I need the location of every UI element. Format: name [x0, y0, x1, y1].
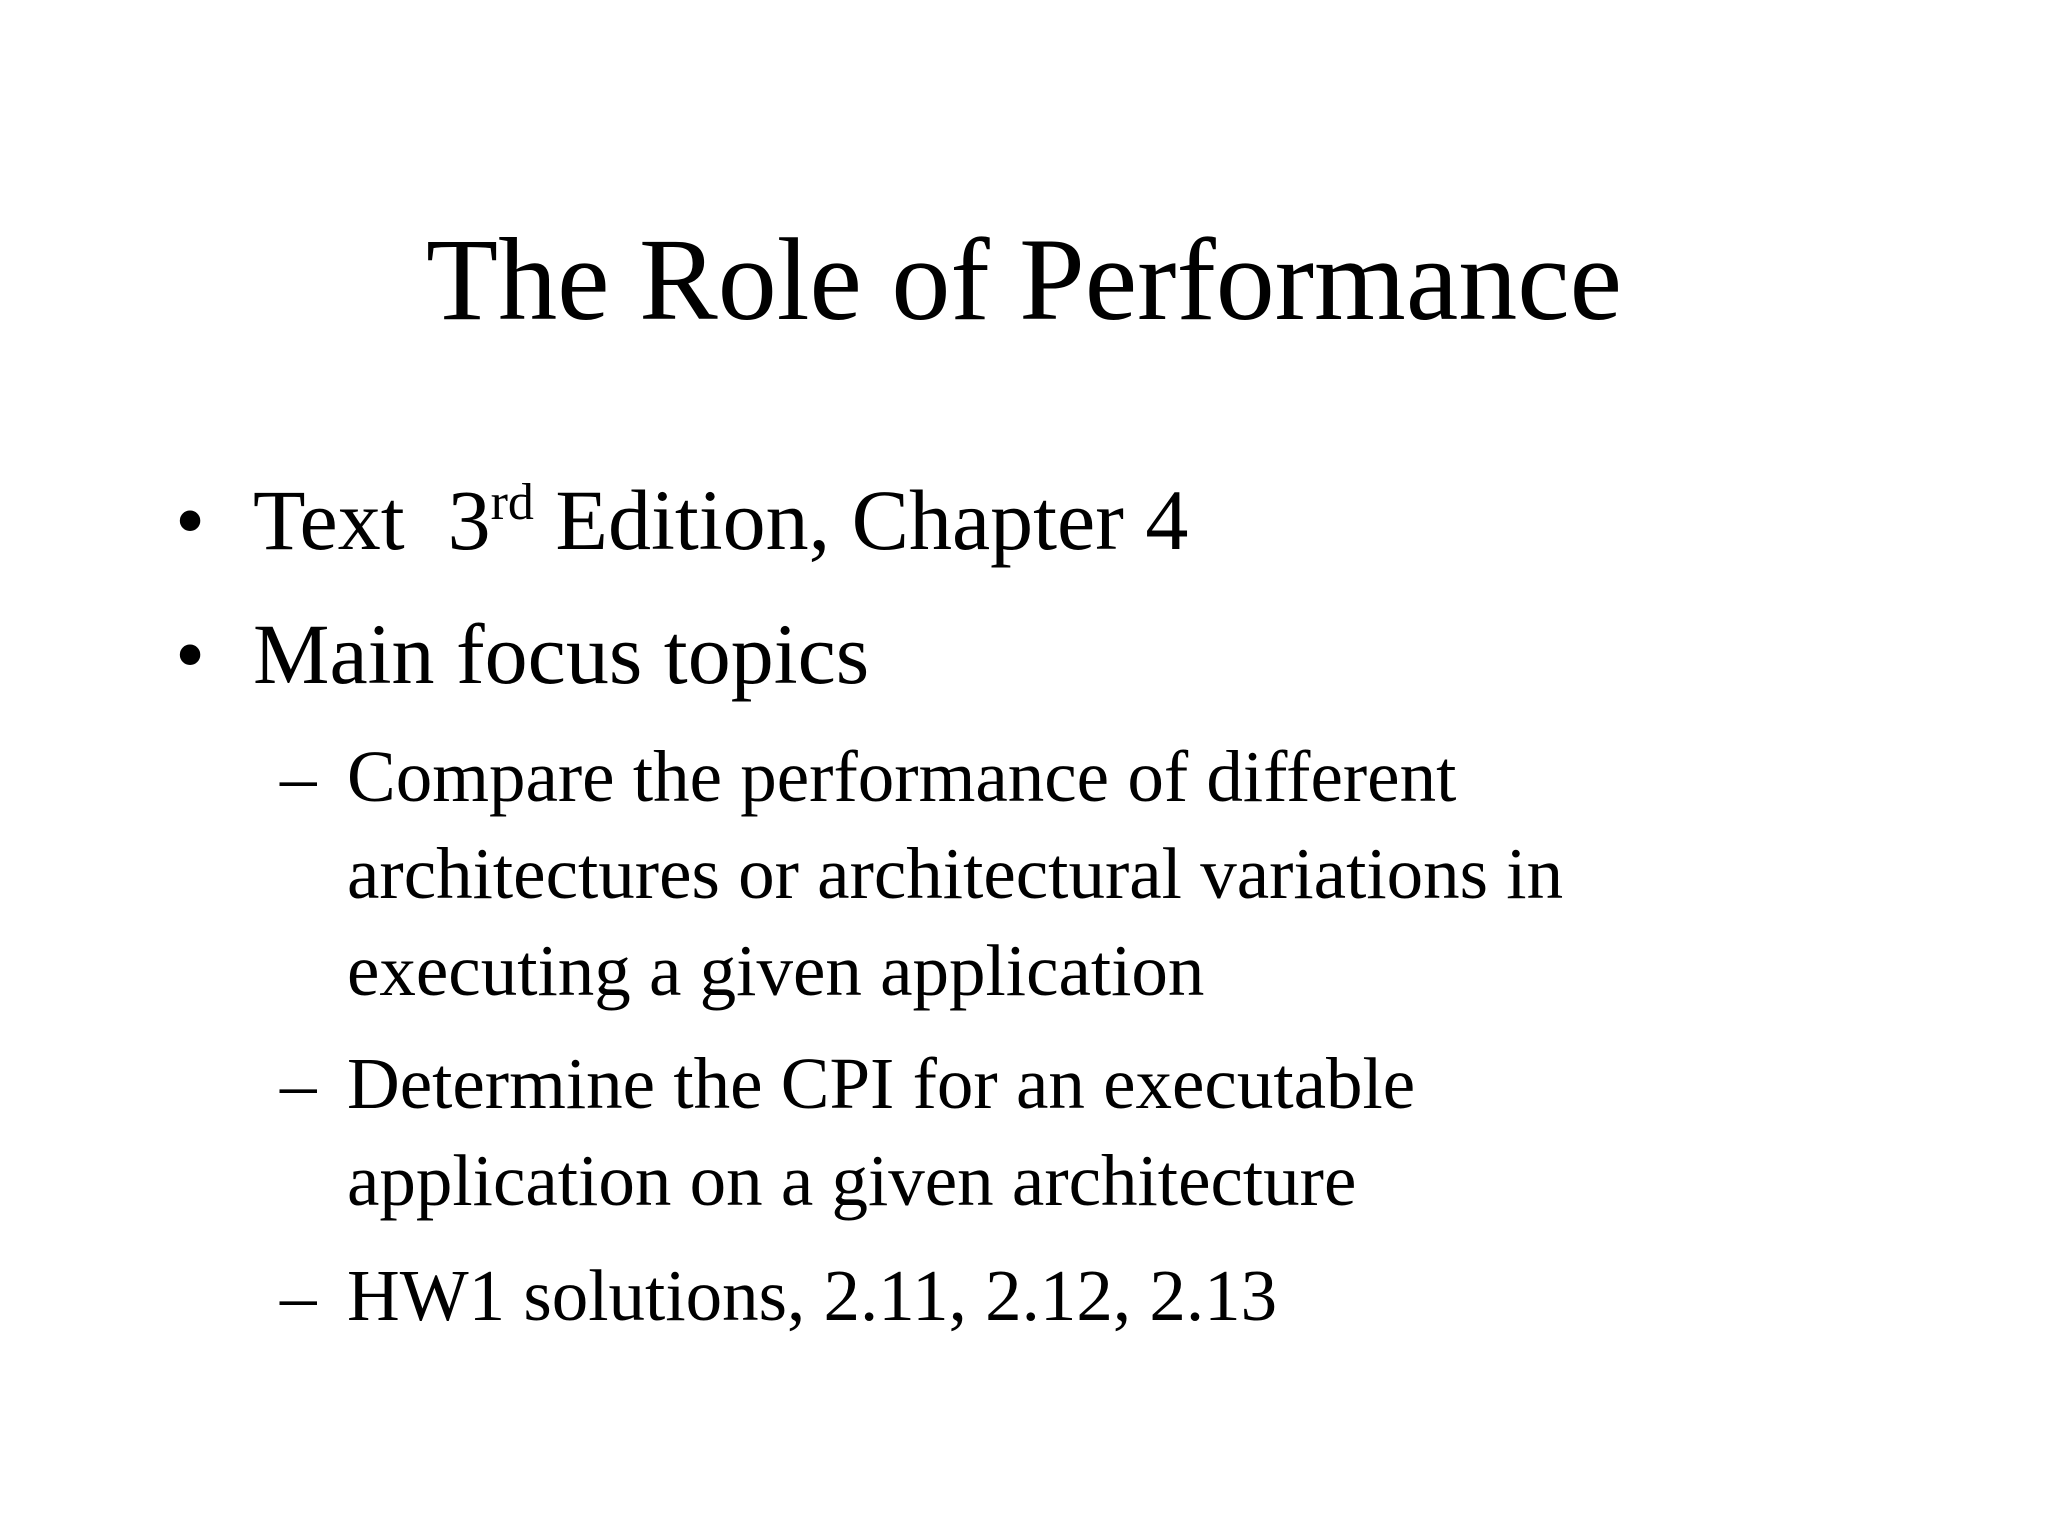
sub-bullet-text: [347, 728, 1563, 1019]
bullet-text-prefix: Text 3: [253, 472, 491, 568]
sub-bullet-line: HW1 solutions, 2.11, 2.12, 2.13: [347, 1255, 1278, 1336]
sub-bullet-line: Compare the performance of different: [347, 736, 1457, 817]
sub-bullet-line: Determine the CPI for an executable: [347, 1043, 1416, 1124]
sub-bullet-marker: –: [280, 1043, 317, 1124]
sub-bullet-line: executing a given application: [347, 930, 1205, 1011]
sub-bullet-line: application on a given architecture: [347, 1140, 1357, 1221]
sub-bullet-line: architectures or architectural variations in: [347, 833, 1564, 914]
slide-title: The Role of Performance: [426, 214, 1622, 345]
bullet-text: [253, 470, 1188, 570]
ordinal-superscript: rd: [490, 474, 534, 531]
bullet-text: Main focus topics: [253, 606, 870, 702]
bullet-marker: •: [175, 472, 206, 568]
sub-bullet-marker: –: [280, 736, 317, 817]
sub-bullet-text: [347, 1035, 1415, 1229]
sub-bullet-marker: –: [280, 1255, 317, 1336]
bullet-marker: •: [175, 606, 206, 702]
sub-bullet-text: [347, 1247, 1277, 1344]
bullet-text-suffix: Edition, Chapter 4: [533, 472, 1189, 568]
